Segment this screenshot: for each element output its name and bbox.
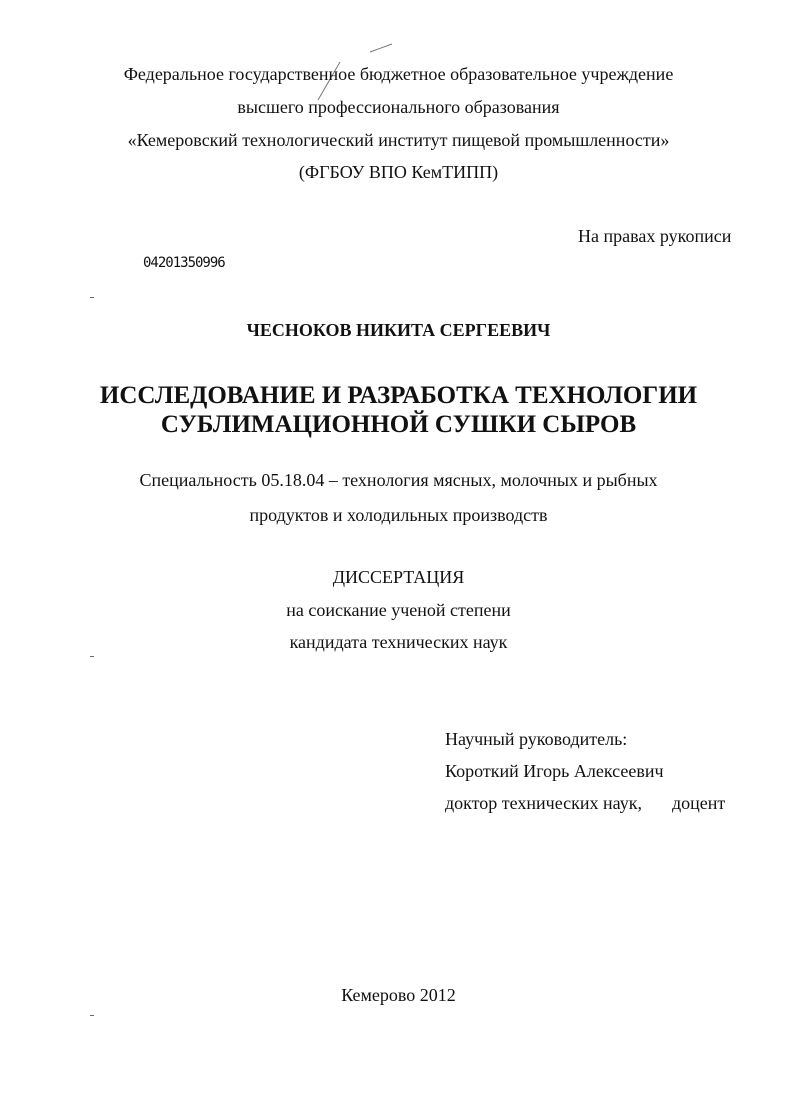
institution-abbr: (ФГБОУ ВПО КемТИПП) [298, 162, 499, 182]
title-line-2: СУБЛИМАЦИОННОЙ СУШКИ СЫРОВ [160, 411, 637, 438]
specialty-line-1: Специальность 05.18.04 – технология мясных, молочных и рыбных [139, 470, 658, 490]
supervisor-title: доктор технических наук, [445, 793, 642, 813]
specialty-line-2: продуктов и холодильных производств [249, 505, 548, 525]
document-number: 04201350996 [143, 255, 225, 271]
supervisor-name: Короткий Игорь Алексеевич [445, 761, 664, 781]
supervisor-label: Научный руководитель: [445, 729, 628, 749]
degree-type: ДИССЕРТАЦИЯ [332, 567, 465, 587]
degree-line-3: кандидата технических наук [289, 632, 508, 652]
institution-line-1: Федеральное государственное бюджетное образовательное учреждение [123, 64, 674, 84]
institution-line-3: «Кемеровский технологический институт пищевой промышленности» [127, 130, 670, 150]
institution-line-2: высшего профессионального образования [237, 97, 560, 117]
supervisor-rank: доцент [672, 793, 726, 813]
degree-line-2: на соискание ученой степени [286, 600, 511, 620]
title-line-1: ИССЛЕДОВАНИЕ И РАЗРАБОТКА ТЕХНОЛОГИИ [99, 382, 698, 409]
author-name: ЧЕСНОКОВ НИКИТА СЕРГЕЕВИЧ [246, 320, 551, 340]
city-year: Кемерово 2012 [341, 985, 456, 1005]
rights-note: На правах рукописи [578, 226, 732, 246]
